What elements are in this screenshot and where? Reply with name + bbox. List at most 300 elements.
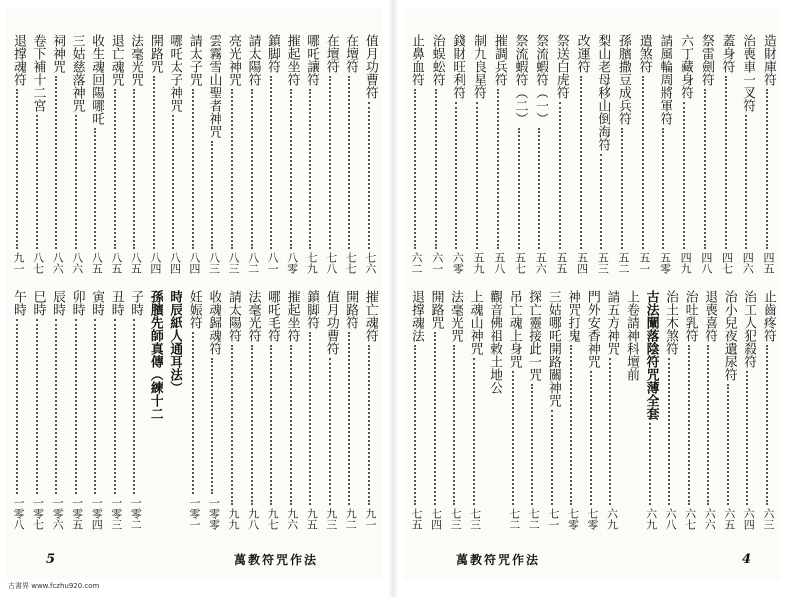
toc-leader-dots xyxy=(642,76,646,249)
toc-entry-title: 治土木煞符 xyxy=(663,290,679,355)
toc-entry-page: 八四 xyxy=(168,252,182,274)
toc-entry xyxy=(108,290,124,530)
toc-entry-title: 值月功曹符 xyxy=(362,34,378,99)
toc-entry-page: 五七 xyxy=(513,252,527,274)
site-watermark: 古書界 www.fczhu920.com xyxy=(8,582,100,590)
toc-entry xyxy=(186,34,202,274)
toc-leader-dots xyxy=(600,154,604,249)
toc-leader-dots xyxy=(231,89,235,249)
toc-entry-title: 上卷請神科壇前 xyxy=(624,290,640,381)
toc-entry-page: 七七 xyxy=(344,252,358,274)
toc-entry-title: 治工人犯殺符 xyxy=(741,290,757,368)
toc-entry xyxy=(303,290,319,530)
toc-entry xyxy=(323,290,339,530)
toc-leader-dots xyxy=(683,102,687,249)
toc-entry-title: 摧調兵符 xyxy=(491,34,507,86)
toc-entry xyxy=(760,290,776,530)
toc-entry-page: 九一 xyxy=(363,508,377,530)
toc-entry-title: 丑時 xyxy=(108,290,124,316)
toc-entry-title: 亮光神咒 xyxy=(226,34,242,86)
toc-entry xyxy=(49,290,65,530)
toc-entry-page: 一零六 xyxy=(51,497,65,530)
right-page xyxy=(404,8,780,580)
toc-leader-dots xyxy=(75,115,79,249)
toc-entry-page: 一零三 xyxy=(109,497,123,530)
toc-entry xyxy=(486,290,502,530)
toc-leader-dots xyxy=(368,102,372,249)
toc-entry-page: 四六 xyxy=(741,252,755,274)
toc-entry xyxy=(205,290,221,530)
toc-leader-dots xyxy=(309,332,313,505)
toc-entry xyxy=(88,34,104,274)
toc-leader-dots xyxy=(518,128,522,249)
toc-entry-title: 請風輪周將軍符 xyxy=(657,34,673,125)
toc-entry-page: 九九 xyxy=(227,508,241,530)
toc-leader-dots xyxy=(329,76,333,249)
toc-entry xyxy=(584,290,600,530)
toc-entry-title: 巳時 xyxy=(30,290,46,316)
toc-entry xyxy=(127,290,143,530)
toc-entry-page: 一零一 xyxy=(187,497,201,530)
toc-entry xyxy=(545,290,561,530)
toc-entry-title: 法毫光咒 xyxy=(448,290,464,342)
toc-leader-dots xyxy=(473,358,477,505)
toc-entry xyxy=(449,34,465,274)
toc-entry-title: 蓋身符 xyxy=(719,34,735,73)
toc-entry-page: 六四 xyxy=(742,508,756,530)
toc-entry xyxy=(525,290,541,530)
toc-entry-title: 孫臏先師真傳（練十二 xyxy=(147,290,163,420)
toc-entry-title: 止齒疼符 xyxy=(760,290,776,342)
toc-leader-dots xyxy=(662,128,666,249)
toc-entry-title: 上魂山神咒 xyxy=(467,290,483,355)
toc-entry-page: 七零 xyxy=(566,508,580,530)
toc-leader-dots xyxy=(192,89,196,249)
toc-entry-page: 一零五 xyxy=(70,497,84,530)
toc-entry xyxy=(10,34,26,274)
toc-entry-page: 九六 xyxy=(285,508,299,530)
toc-entry-title: 開路符 xyxy=(343,290,359,329)
left-top-toc xyxy=(10,34,378,274)
toc-entry xyxy=(245,290,261,530)
toc-leader-dots xyxy=(435,89,439,249)
toc-entry-title: 制九良星符 xyxy=(471,34,487,99)
toc-leader-dots xyxy=(688,345,692,505)
toc-entry xyxy=(245,34,261,274)
toc-entry-title: 時辰紙人通耳法） xyxy=(167,290,183,394)
toc-entry xyxy=(205,34,221,274)
toc-leader-dots xyxy=(609,358,613,505)
toc-entry-page: 六二 xyxy=(410,252,423,274)
toc-leader-dots xyxy=(251,89,255,249)
toc-leader-dots xyxy=(745,115,749,249)
toc-entry-title: 觀音佛祖敕土地公 xyxy=(487,290,503,394)
toc-entry-title: 退亡魂咒 xyxy=(108,34,124,86)
toc-entry-page: 一零四 xyxy=(90,497,104,530)
toc-leader-dots xyxy=(309,89,313,249)
toc-entry xyxy=(656,34,672,274)
toc-entry-title: 祭送白虎符 xyxy=(553,34,569,99)
toc-entry xyxy=(49,34,65,274)
toc-entry xyxy=(166,290,182,530)
toc-entry-title: 改運符 xyxy=(574,34,590,73)
left-footer-title: 萬教符咒作法 xyxy=(234,553,319,567)
toc-entry-page: 八四 xyxy=(187,252,201,274)
toc-entry-page: 四九 xyxy=(679,252,693,274)
toc-entry-title: 止鼻血符 xyxy=(409,34,424,86)
toc-entry-title: 鎮脚符 xyxy=(304,290,320,329)
left-page xyxy=(6,8,382,580)
right-bottom-toc xyxy=(408,290,776,530)
toc-entry xyxy=(739,34,755,274)
toc-entry-title: 退撑魂符 xyxy=(11,34,26,86)
toc-leader-dots xyxy=(531,384,535,505)
toc-entry-title: 妊娠符 xyxy=(186,290,202,329)
toc-entry xyxy=(603,290,619,530)
toc-entry-title: 開路咒 xyxy=(147,34,163,73)
toc-entry-title: 三姑慈落神咒 xyxy=(69,34,85,112)
toc-entry-title: 請太陽符 xyxy=(245,34,261,86)
toc-leader-dots xyxy=(329,358,333,505)
toc-entry xyxy=(428,290,444,530)
toc-entry xyxy=(636,34,652,274)
toc-entry xyxy=(447,290,463,530)
toc-entry-page: 九三 xyxy=(324,508,338,530)
toc-entry-page: 四八 xyxy=(699,252,713,274)
toc-entry xyxy=(147,34,163,274)
toc-entry-title: 錢財旺利符 xyxy=(450,34,466,99)
left-bottom-toc xyxy=(10,290,378,530)
toc-entry xyxy=(284,34,300,274)
toc-entry-page: 七四 xyxy=(429,508,443,530)
toc-entry-page: 七五 xyxy=(410,508,423,530)
toc-entry-title: 遣煞符 xyxy=(636,34,652,73)
toc-entry-title: 在壇符 xyxy=(343,34,359,73)
toc-leader-dots xyxy=(94,128,98,249)
toc-entry xyxy=(553,34,569,274)
toc-entry-page: 七八 xyxy=(324,252,338,274)
left-page-number: 5 xyxy=(46,552,56,567)
toc-entry-page: 八五 xyxy=(129,252,143,274)
toc-entry xyxy=(30,290,46,530)
toc-entry-title: 治吐乳符 xyxy=(682,290,698,342)
toc-entry-page: 一零二 xyxy=(129,497,143,530)
toc-entry-page: 六九 xyxy=(605,508,619,530)
toc-leader-dots xyxy=(497,89,501,249)
toc-leader-dots xyxy=(766,89,770,249)
toc-entry-title: 造財庫符 xyxy=(760,34,776,86)
toc-entry-page: 七二 xyxy=(527,508,541,530)
toc-leader-dots xyxy=(348,76,352,249)
toc-entry-page: 五零 xyxy=(658,252,672,274)
toc-entry-page: 七三 xyxy=(468,508,482,530)
toc-entry-title: 子時 xyxy=(128,290,144,316)
toc-entry-page: 四五 xyxy=(761,252,775,274)
toc-entry xyxy=(677,34,693,274)
toc-entry-page: 八三 xyxy=(207,252,221,274)
toc-entry xyxy=(264,290,280,530)
toc-entry-page: 五一 xyxy=(637,252,651,274)
toc-leader-dots xyxy=(16,319,20,494)
toc-entry-title: 摧起坐符 xyxy=(284,34,300,86)
toc-entry xyxy=(362,290,378,530)
toc-entry xyxy=(532,34,548,274)
toc-leader-dots xyxy=(75,319,79,494)
toc-entry-page: 七零 xyxy=(585,508,599,530)
toc-leader-dots xyxy=(270,345,274,505)
toc-leader-dots xyxy=(55,319,59,494)
toc-entry xyxy=(186,290,202,530)
toc-entry-title: 治小兒夜遺尿符 xyxy=(721,290,737,381)
toc-entry-title: 退喪喜符 xyxy=(702,290,718,342)
toc-entry-title: 請太陽符 xyxy=(226,290,242,342)
toc-entry-title: 值月功曹符 xyxy=(323,290,339,355)
toc-entry-page: 六零 xyxy=(451,252,465,274)
toc-entry xyxy=(470,34,486,274)
toc-entry-page: 八六 xyxy=(70,252,84,274)
toc-entry-page: 八七 xyxy=(31,252,45,274)
toc-entry xyxy=(108,34,124,274)
right-page-number: 4 xyxy=(742,552,752,567)
toc-entry-page: 六八 xyxy=(664,508,678,530)
toc-entry-title: 古法闡落陰符咒薄全套 xyxy=(643,290,659,420)
toc-leader-dots xyxy=(16,89,20,249)
toc-entry-title: 孫臏撒豆成兵符 xyxy=(616,34,632,125)
toc-entry-page: 四七 xyxy=(720,252,734,274)
toc-leader-dots xyxy=(290,345,294,505)
toc-entry xyxy=(342,34,358,274)
toc-entry-page: 七九 xyxy=(305,252,319,274)
toc-entry-page: 八一 xyxy=(266,252,280,274)
toc-entry-title: 摧亡魂符 xyxy=(362,290,378,342)
toc-leader-dots xyxy=(290,89,294,249)
toc-entry-title: 開路咒 xyxy=(428,290,444,329)
right-footer-title: 萬教符咒作法 xyxy=(456,553,541,567)
toc-entry xyxy=(225,34,241,274)
toc-leader-dots xyxy=(172,115,176,249)
toc-entry xyxy=(564,290,580,530)
toc-entry-page: 九八 xyxy=(246,508,260,530)
toc-entry xyxy=(643,290,659,530)
toc-entry xyxy=(760,34,776,274)
toc-entry xyxy=(662,290,678,530)
toc-entry xyxy=(698,34,714,274)
toc-entry-title: 卯時 xyxy=(69,290,85,316)
toc-leader-dots xyxy=(476,102,480,249)
toc-leader-dots xyxy=(455,102,459,249)
toc-entry-title: 六丁藏身符 xyxy=(678,34,694,99)
toc-leader-dots xyxy=(251,345,255,505)
toc-entry-title: 卷下補十二宮 xyxy=(30,34,46,112)
toc-entry-title: 哪吒毛符 xyxy=(265,290,281,342)
toc-entry-title: 摧起坐符 xyxy=(284,290,300,342)
toc-leader-dots xyxy=(55,76,59,249)
toc-entry-title: 祭流蝦符（一） xyxy=(533,34,549,125)
toc-entry-page: 五二 xyxy=(617,252,631,274)
toc-entry-title: 在壇符 xyxy=(323,34,339,73)
toc-leader-dots xyxy=(114,319,118,494)
toc-leader-dots xyxy=(133,89,137,249)
toc-entry-page: 七六 xyxy=(363,252,377,274)
toc-leader-dots xyxy=(211,141,215,249)
toc-entry-title: 法毫光符 xyxy=(245,290,261,342)
toc-leader-dots xyxy=(668,358,672,505)
toc-entry-page: 六五 xyxy=(722,508,736,530)
toc-entry xyxy=(408,290,424,530)
toc-entry-page: 七二 xyxy=(507,508,521,530)
toc-entry xyxy=(264,34,280,274)
toc-entry xyxy=(506,290,522,530)
toc-entry xyxy=(323,34,339,274)
toc-entry-title: 三姑哪吒開路關神咒 xyxy=(545,290,561,407)
toc-entry-page: 一零零 xyxy=(207,497,221,530)
toc-entry xyxy=(166,34,182,274)
toc-entry xyxy=(491,34,507,274)
toc-entry-page: 五六 xyxy=(534,252,548,274)
toc-entry-page: 七三 xyxy=(449,508,463,530)
toc-entry xyxy=(127,34,143,274)
toc-leader-dots xyxy=(512,371,516,505)
toc-entry-page: 五三 xyxy=(596,252,610,274)
toc-leader-dots xyxy=(704,89,708,249)
toc-entry-title: 梨山老母移山倒海符 xyxy=(595,34,611,151)
toc-entry xyxy=(574,34,590,274)
toc-entry-page: 六九 xyxy=(644,508,658,530)
toc-entry-title: 收生魂回陽哪吒 xyxy=(89,34,105,125)
toc-entry xyxy=(30,34,46,274)
toc-entry-page: 五九 xyxy=(472,252,486,274)
toc-entry-page: 六一 xyxy=(430,252,444,274)
book-gutter xyxy=(388,0,398,597)
toc-entry xyxy=(408,34,424,274)
toc-leader-dots xyxy=(453,345,457,505)
toc-entry-page: 八五 xyxy=(90,252,104,274)
toc-leader-dots xyxy=(231,345,235,505)
toc-entry xyxy=(69,290,85,530)
toc-entry-page: 八三 xyxy=(227,252,241,274)
toc-entry-page: 八二 xyxy=(246,252,260,274)
toc-leader-dots xyxy=(570,345,574,505)
toc-leader-dots xyxy=(94,319,98,494)
toc-entry-page: 八四 xyxy=(148,252,162,274)
toc-entry xyxy=(10,290,26,530)
toc-entry-title: 午時 xyxy=(11,290,26,316)
toc-entry-page: 五四 xyxy=(575,252,589,274)
toc-entry-page: 八零 xyxy=(285,252,299,274)
toc-leader-dots xyxy=(559,102,563,249)
toc-entry-title: 退撑魂法 xyxy=(409,290,424,342)
toc-entry-title: 吊亡魂上身咒 xyxy=(506,290,522,368)
toc-leader-dots xyxy=(621,128,625,249)
toc-entry-page: 一零八 xyxy=(12,497,25,530)
toc-entry xyxy=(467,290,483,530)
toc-leader-dots xyxy=(649,423,653,505)
toc-leader-dots xyxy=(414,89,418,249)
toc-entry xyxy=(88,290,104,530)
toc-entry-title: 哪吒讓符 xyxy=(304,34,320,86)
toc-entry xyxy=(512,34,528,274)
toc-leader-dots xyxy=(36,115,40,249)
toc-leader-dots xyxy=(551,410,555,505)
toc-leader-dots xyxy=(192,332,196,494)
toc-entry-page: 五八 xyxy=(492,252,506,274)
toc-leader-dots xyxy=(725,76,729,249)
toc-entry-title: 神咒打鬼 xyxy=(565,290,581,342)
toc-leader-dots xyxy=(766,345,770,505)
toc-entry-title: 治蜈蚣符 xyxy=(429,34,445,86)
toc-entry xyxy=(701,290,717,530)
toc-entry-page: 七一 xyxy=(546,508,560,530)
toc-entry xyxy=(303,34,319,274)
toc-leader-dots xyxy=(590,371,594,505)
toc-entry xyxy=(615,34,631,274)
toc-leader-dots xyxy=(348,332,352,505)
toc-entry-title: 哪吒太子神咒 xyxy=(167,34,183,112)
toc-leader-dots xyxy=(580,76,584,249)
toc-entry-page: 八五 xyxy=(109,252,123,274)
toc-entry xyxy=(284,290,300,530)
toc-entry-title: 收魂歸魂符 xyxy=(206,290,222,355)
toc-entry xyxy=(721,290,737,530)
toc-entry-title: 雲霧雪山聖者神咒 xyxy=(206,34,222,138)
toc-entry xyxy=(719,34,735,274)
toc-leader-dots xyxy=(211,358,215,494)
toc-entry xyxy=(225,290,241,530)
toc-entry-title: 門外安香神咒 xyxy=(584,290,600,368)
toc-leader-dots xyxy=(368,345,372,505)
toc-entry xyxy=(362,34,378,274)
toc-leader-dots xyxy=(114,89,118,249)
toc-entry-title: 寅時 xyxy=(89,290,105,316)
toc-leader-dots xyxy=(746,371,750,505)
toc-entry xyxy=(429,34,445,274)
toc-entry-page: 六七 xyxy=(683,508,697,530)
toc-entry-page: 九七 xyxy=(266,508,280,530)
toc-entry xyxy=(682,290,698,530)
toc-leader-dots xyxy=(153,76,157,249)
toc-leader-dots xyxy=(414,345,418,505)
toc-entry-page: 九一 xyxy=(12,252,25,274)
toc-leader-dots xyxy=(707,345,711,505)
toc-entry-title: 辰時 xyxy=(50,290,66,316)
toc-leader-dots xyxy=(434,332,438,505)
toc-entry-title: 祭流蝦符（二） xyxy=(512,34,528,125)
toc-entry-title: 請五方神咒 xyxy=(604,290,620,355)
toc-entry-title: 治喪車一叉符 xyxy=(740,34,756,112)
toc-entry-page: 五五 xyxy=(554,252,568,274)
toc-entry-page: 九二 xyxy=(344,508,358,530)
toc-entry xyxy=(623,290,639,530)
toc-leader-dots xyxy=(133,319,137,494)
toc-entry xyxy=(147,290,163,530)
toc-entry xyxy=(740,290,756,530)
right-top-toc xyxy=(408,34,776,274)
toc-entry-page: 六六 xyxy=(703,508,717,530)
toc-entry-page: 九五 xyxy=(305,508,319,530)
toc-entry xyxy=(69,34,85,274)
toc-entry-title: 祭雷劍符 xyxy=(698,34,714,86)
toc-leader-dots xyxy=(727,384,731,505)
toc-leader-dots xyxy=(270,76,274,249)
toc-entry-title: 法毫光咒 xyxy=(128,34,144,86)
toc-entry xyxy=(594,34,610,274)
toc-entry-page: 八六 xyxy=(51,252,65,274)
toc-leader-dots xyxy=(538,128,542,249)
toc-entry-title: 鎮脚符 xyxy=(265,34,281,73)
toc-entry-page: 六三 xyxy=(761,508,775,530)
toc-entry-title: 探亡靈接此一咒 xyxy=(526,290,542,381)
toc-leader-dots xyxy=(36,319,40,494)
